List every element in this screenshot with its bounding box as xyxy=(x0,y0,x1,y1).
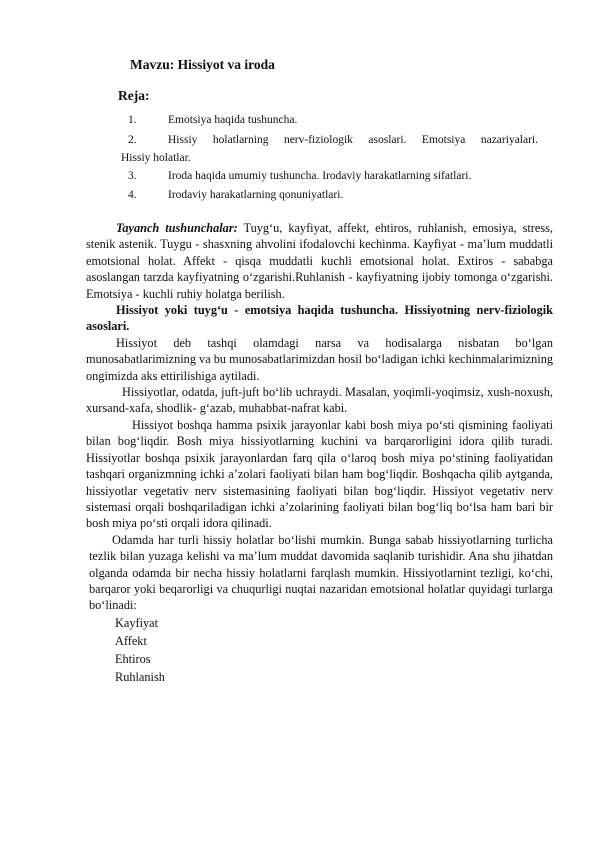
plan-item-text: Hissiy holatlarning nerv-fiziologik asoslari. Emotsiya nazariyalari. xyxy=(168,134,538,146)
document-body xyxy=(86,220,553,686)
paragraph: Hissiyot boshqa hamma psixik jarayonlar kabi bosh miya po‘sti qismining faoliyati bilan bog‘liqdir. Bosh miya hissiyotlarning kuchini va barqarorligini idora qilib turadi. Hissiyotlar boshqa psixik jarayonlardan farq qila o‘laroq bosh miya po‘stining faoliyatidan tashqari organizmning ichki a’zolari faoliyati bilan ham bog‘liqdir. Boshqacha qilib aytganda, hissiyotlar vegetativ nerv sistemasining faoliyati bilan bog‘liqdir. Hissiyot vegetativ nerv sistemasi orqali boshqariladigan ichki a’zolarining faoliyati bilan bog‘liq bo‘lsa ham bari bir bosh miya po‘sti orqali idora qilinadi. xyxy=(86,417,553,531)
key-concepts-text: Tuyg‘u, kayfiyat, affekt, ehtiros, ruhlanish, emosiya, stress, stenik astenik. Tuygu - shasxning ahvolini ifodalovchi kechinma. Kayfiyat - ma’lum muddatli emotsional holat. Affekt - qisqa muddatli kuchli emotsional holat. Extiros - sababga asoslangan tarzda kayfiyatning o‘zgarishi.Ruhlanish - kayfiyatning ijobiy tomonga o‘zgarishi. Emotsiya - kuchli ruhiy holatga berilish. xyxy=(86,221,553,301)
plan-item xyxy=(128,170,472,182)
plan-item-text: Irodaviy harakatlarning qonuniyatlari. xyxy=(168,189,344,201)
paragraph: Hissiyotlar, odatda, juft-juft bo‘lib uchraydi. Masalan, yoqimli-yoqimsiz, xush-noxush, xursand-xafa, shodlik- g‘azab, muhabbat-nafrat kabi. xyxy=(86,385,553,416)
list-item: Kayfiyat xyxy=(115,615,159,630)
paragraph: Odamda har turli hissiy holatlar bo‘lishi mumkin. Bunga sabab hissiyotlarning turlicha tezlik bilan yuzaga kelishi va ma’lum muddat davomida saqlanib turishidir. Ana shu jihatdan olganda odamda bir necha hissiy holatlarni farqlash mumkin. Hissiyotlarnint tezligi, ko‘chi, barqaror yoki beqarorligi va chuqurligi nuqtai nazaridan emotsional holatlar quyidagi turlarga bo‘linadi: xyxy=(89,532,553,613)
list-item: Ruhlanish xyxy=(115,669,165,684)
plan-item-continuation xyxy=(121,152,191,164)
plan-item-number: 4. xyxy=(128,189,137,201)
list-item: Ehtiros xyxy=(115,651,151,666)
plan-item-text: Hissiy holatlar. xyxy=(121,152,191,164)
document-title: Mavzu: Hissiyot va iroda xyxy=(130,57,275,72)
paragraph: Hissiyot deb tashqi olamdagi narsa va hodisalarga nisbatan bo‘lgan munosabatlarimizning va bu munosabatlarimizdan hosil bo‘ladigan ichki kechinmalarimizning ongimizda aks ettirilishiga aytiladi. xyxy=(86,335,553,383)
plan-heading: Reja: xyxy=(118,88,150,103)
plan-item xyxy=(128,134,538,146)
plan-item-text: Iroda haqida umumiy tushuncha. Irodaviy harakatlarning sifatlari. xyxy=(168,170,472,182)
list-item: Affekt xyxy=(115,633,147,648)
plan-item xyxy=(128,189,344,201)
plan-item-number: 3. xyxy=(128,170,137,182)
key-concepts-paragraph xyxy=(86,220,553,302)
section-heading: Hissiyot yoki tuyg‘u - emotsiya haqida tushuncha. Hissiyotning nerv-fiziologik asoslari. xyxy=(86,303,553,334)
plan-item-number: 2. xyxy=(128,134,137,146)
emotional-states-list xyxy=(89,614,553,686)
plan-item-text: Emotsiya haqida tushuncha. xyxy=(168,114,298,126)
plan-item xyxy=(128,114,298,126)
plan-item-number: 1. xyxy=(128,114,137,126)
key-concepts-label: Tayanch tushunchalar: xyxy=(116,221,238,235)
emotional-states-block xyxy=(86,532,553,686)
